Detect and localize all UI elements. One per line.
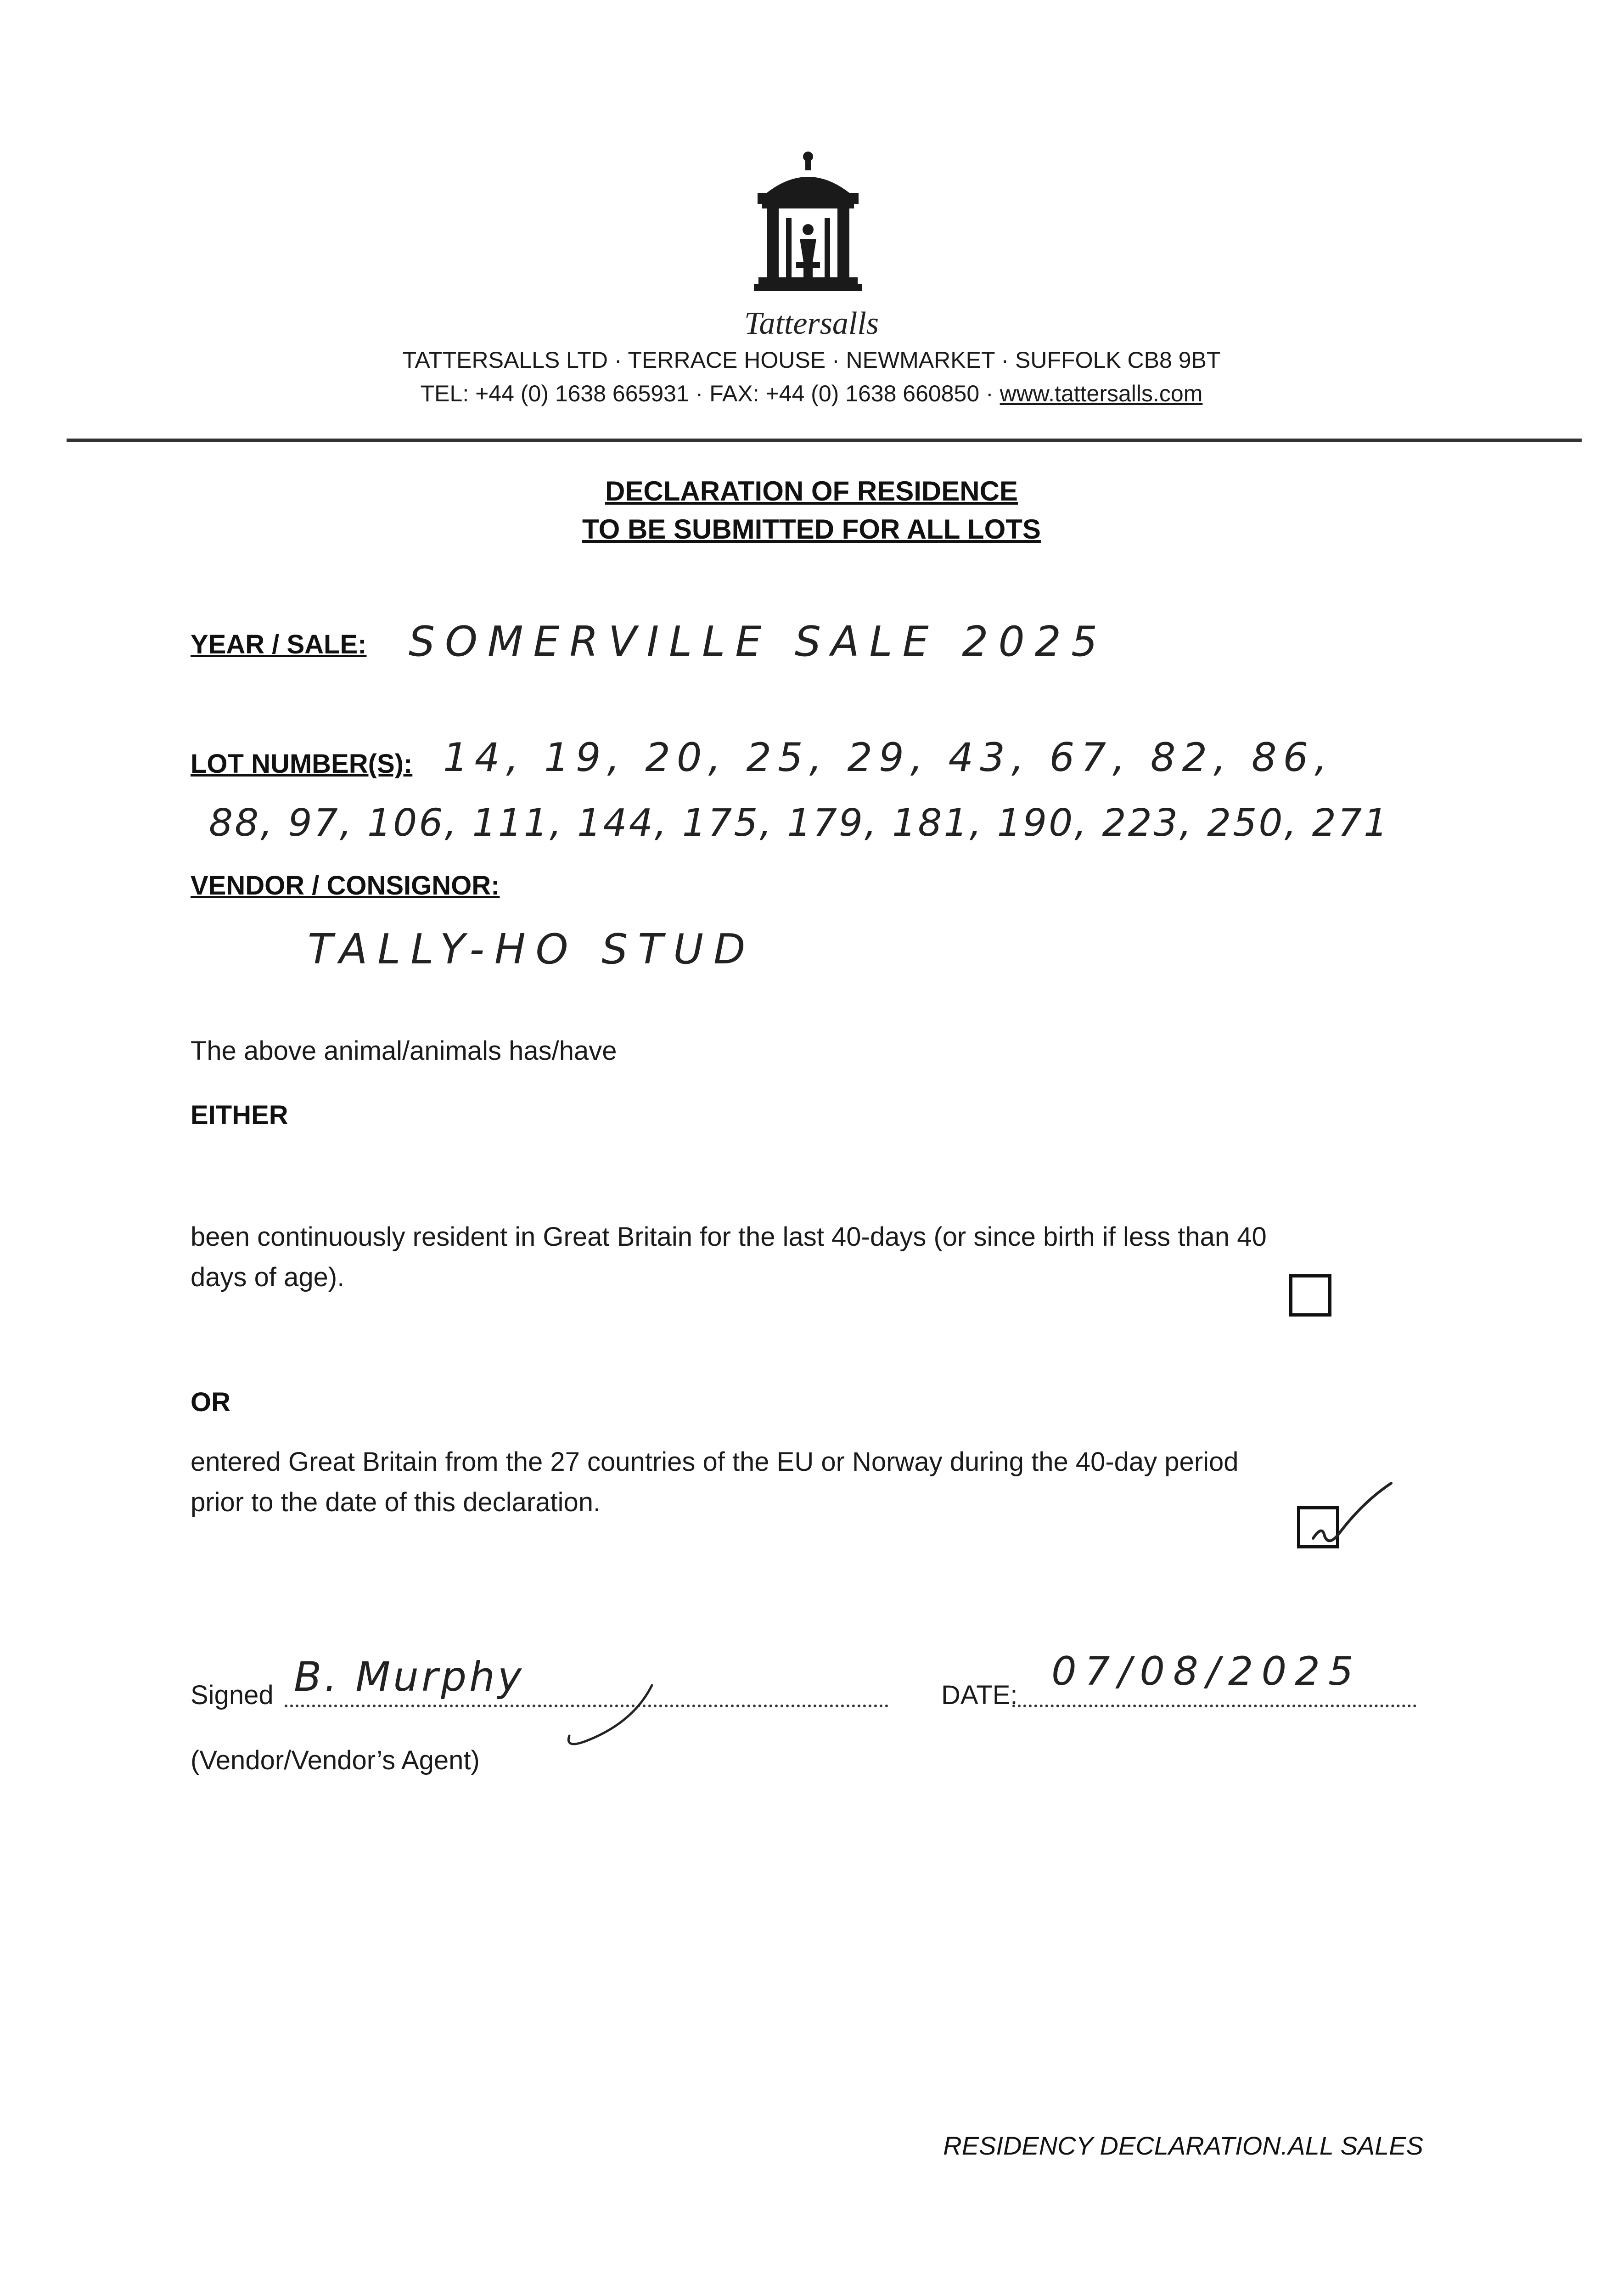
footer-reference: RESIDENCY DECLARATION.ALL SALES [943,2131,1423,2160]
contact-line [0,380,1623,407]
form-subtitle: TO BE SUBMITTED FOR ALL LOTS [582,514,1041,545]
option-1-line-2: days of age). [191,1262,345,1292]
date-label: DATE: [941,1680,1018,1710]
signature-flourish [560,1681,661,1754]
either-label: EITHER [191,1100,288,1130]
company-address: TATTERSALLS LTD · TERRACE HOUSE · NEWMARKET · SUFFOLK CB8 9BT [402,347,1221,373]
option-1-checkbox[interactable] [1289,1274,1331,1317]
declaration-intro: The above animal/animals has/have [191,1036,617,1066]
option-2-line-1: entered Great Britain from the 27 countries of the EU or Norway during the 40-day period [191,1447,1239,1477]
tattersalls-logo [748,149,868,301]
signatory-role: (Vendor/Vendor’s Agent) [191,1745,480,1775]
option-1-text [191,1217,1467,1298]
option-2-line-2: prior to the date of this declaration. [191,1487,601,1517]
form-title: DECLARATION OF RESIDENCE [605,476,1018,506]
date-line [1012,1705,1416,1707]
vendor-label: VENDOR / CONSIGNOR: [191,871,500,900]
contact-numbers: TEL: +44 (0) 1638 665931 · FAX: +44 (0) 1638 660850 · [420,381,1000,406]
checkmark-icon [1304,1479,1396,1557]
or-label: OR [191,1387,230,1417]
brand-name: Tattersalls [744,306,879,341]
date-value[interactable]: 07/08/2025 [1051,1649,1362,1694]
year-sale-label: YEAR / SALE: [191,630,367,659]
lot-numbers-line-1[interactable]: 14, 19, 20, 25, 29, 43, 67, 82, 86, [443,735,1334,781]
option-1-line-1: been continuously resident in Great Britain for the last 40-days (or since birth if less than 40 [191,1222,1267,1252]
option-2-text [191,1442,1467,1523]
signature-value[interactable]: B. Murphy [294,1653,524,1700]
vendor-value[interactable]: TALLY-HO STUD [308,925,756,974]
lot-numbers-line-2[interactable]: 88, 97, 106, 111, 144, 175, 179, 181, 190, 223, 250, 271 [209,801,1390,845]
website-link[interactable]: www.tattersalls.com [1000,381,1203,406]
signed-label: Signed [191,1680,274,1710]
lot-numbers-label: LOT NUMBER(S): [191,749,413,779]
header-divider [67,439,1582,442]
year-sale-value[interactable]: SOMERVILLE SALE 2025 [409,618,1108,666]
